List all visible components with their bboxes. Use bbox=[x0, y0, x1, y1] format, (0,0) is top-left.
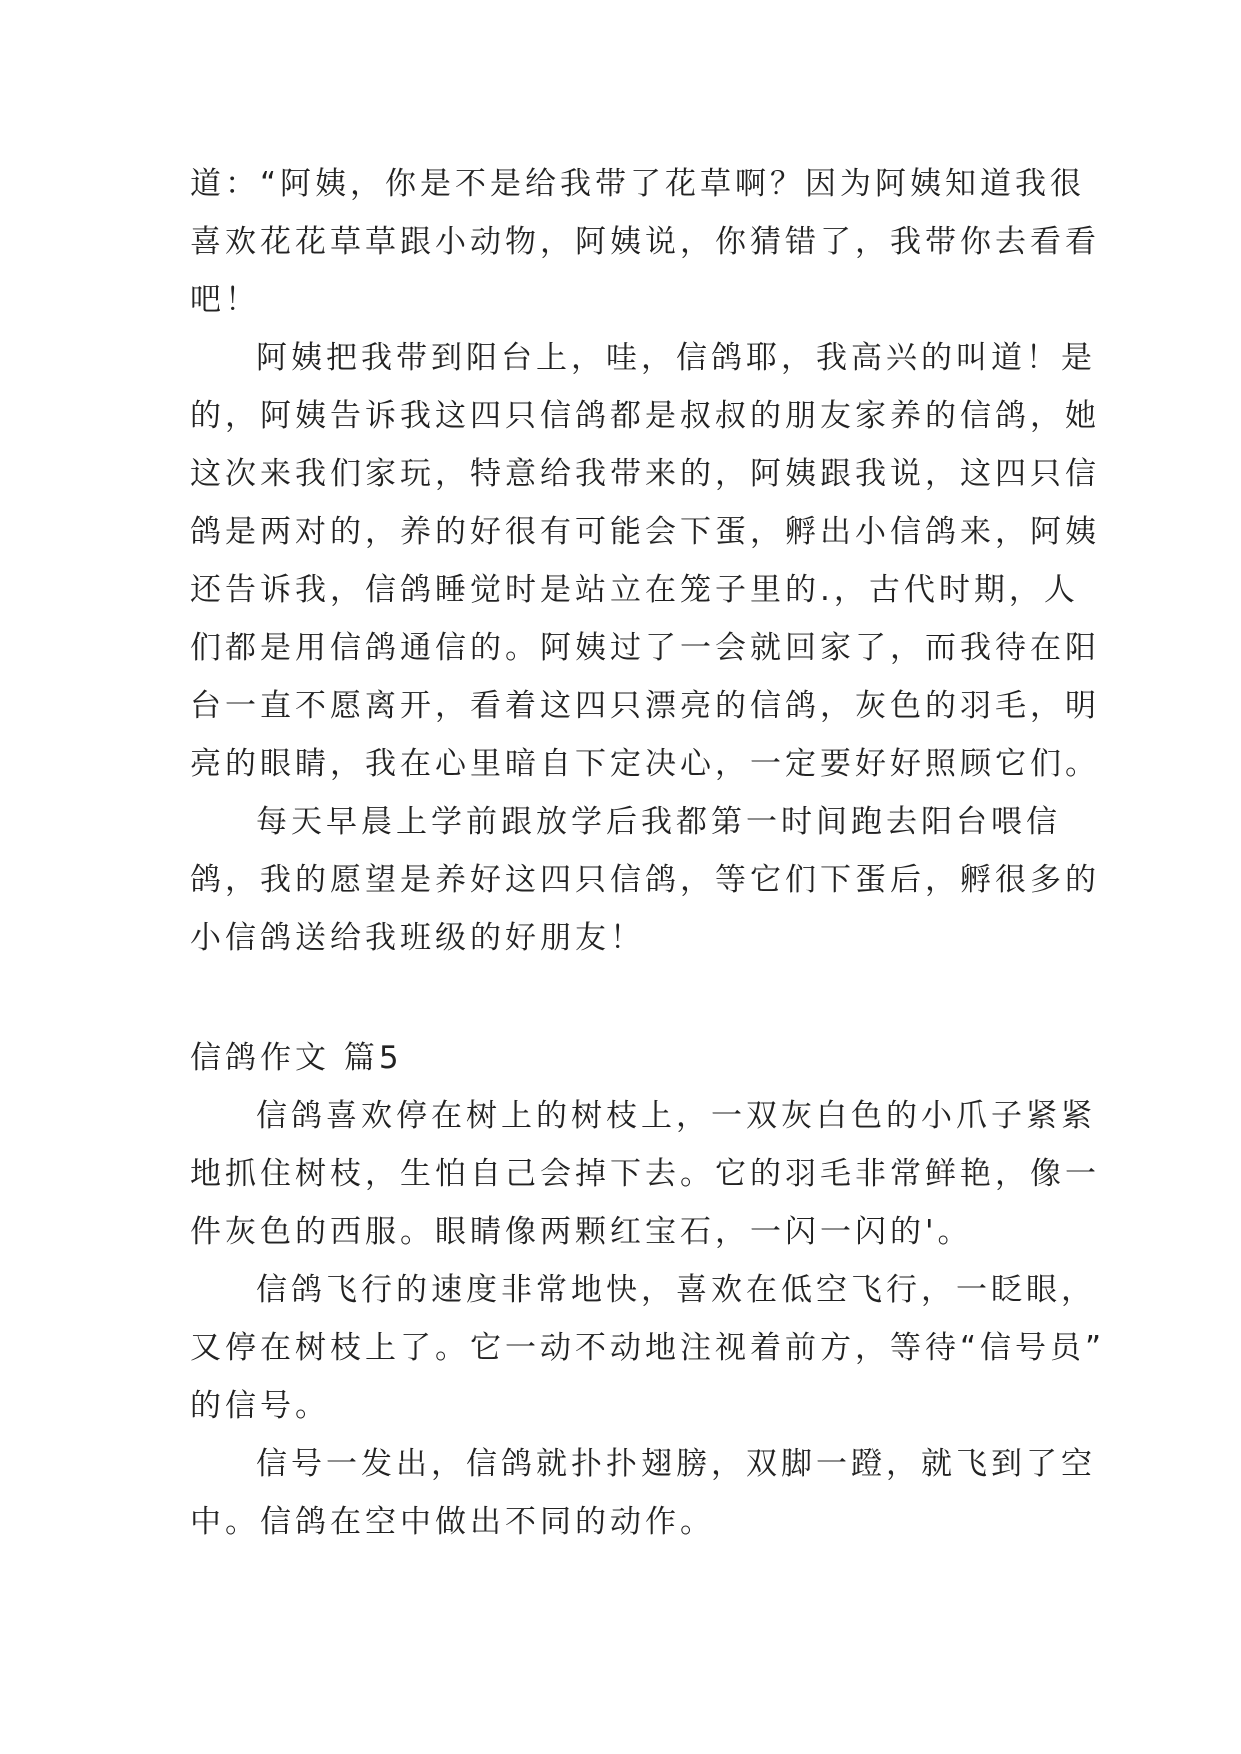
text-line: 小信鸽送给我班级的好朋友！ bbox=[190, 920, 645, 956]
section-spacer bbox=[190, 967, 1052, 1029]
text-line: 信鸽喜欢停在树上的树枝上，一双灰白色的小爪子紧紧 bbox=[256, 1098, 1096, 1134]
text-line: 还告诉我，信鸽睡觉时是站立在笼子里的.，古代时期，人 bbox=[190, 572, 1079, 608]
paragraph-signal bbox=[190, 1435, 1096, 1551]
paragraph-flying bbox=[190, 1261, 1106, 1435]
text-line: 道：“阿姨，你是不是给我带了花草啊？因为阿姨知道我很 bbox=[190, 166, 1086, 202]
text-line: 这次来我们家玩，特意给我带来的，阿姨跟我说，这四只信 bbox=[190, 456, 1100, 492]
text-line: 喜欢花花草草跟小动物，阿姨说，你猜错了，我带你去看看 bbox=[190, 224, 1100, 260]
text-line: 每天早晨上学前跟放学后我都第一时间跑去阳台喂信 bbox=[256, 804, 1061, 840]
text-line: 信鸽飞行的速度非常地快，喜欢在低空飞行，一眨眼， bbox=[256, 1272, 1096, 1308]
text-line: 吧！ bbox=[190, 282, 260, 318]
paragraph-feeding bbox=[190, 793, 1100, 967]
text-line: 鸽，我的愿望是养好这四只信鸽，等它们下蛋后，孵很多的 bbox=[190, 862, 1100, 898]
text-line: 们都是用信鸽通信的。阿姨过了一会就回家了，而我待在阳 bbox=[190, 630, 1100, 666]
document-body bbox=[190, 155, 1106, 1551]
text-line: 中。信鸽在空中做出不同的动作。 bbox=[190, 1504, 715, 1540]
text-line: 又停在树枝上了。它一动不动地注视着前方，等待“信号员” bbox=[190, 1330, 1106, 1366]
text-line: 鸽是两对的，养的好很有可能会下蛋，孵出小信鸽来，阿姨 bbox=[190, 514, 1100, 550]
text-line: 台一直不愿离开，看着这四只漂亮的信鸽，灰色的羽毛，明 bbox=[190, 688, 1100, 724]
paragraph-continued bbox=[190, 155, 1100, 329]
paragraph-balcony bbox=[190, 329, 1100, 793]
text-line: 地抓住树枝，生怕自己会掉下去。它的羽毛非常鲜艳，像一 bbox=[190, 1156, 1100, 1192]
text-line: 的，阿姨告诉我这四只信鸽都是叔叔的朋友家养的信鸽，她 bbox=[190, 398, 1100, 434]
paragraph-perching bbox=[190, 1087, 1100, 1261]
text-line: 的信号。 bbox=[190, 1388, 330, 1424]
text-line: 阿姨把我带到阳台上，哇，信鸽耶，我高兴的叫道！是 bbox=[256, 340, 1096, 376]
text-line: 件灰色的西服。眼睛像两颗红宝石，一闪一闪的'。 bbox=[190, 1214, 973, 1250]
text-line: 信号一发出，信鸽就扑扑翅膀，双脚一蹬，就飞到了空 bbox=[256, 1446, 1096, 1482]
section-heading: 信鸽作文 篇5 bbox=[190, 1040, 403, 1076]
text-line: 亮的眼睛，我在心里暗自下定决心，一定要好好照顾它们。 bbox=[190, 746, 1100, 782]
